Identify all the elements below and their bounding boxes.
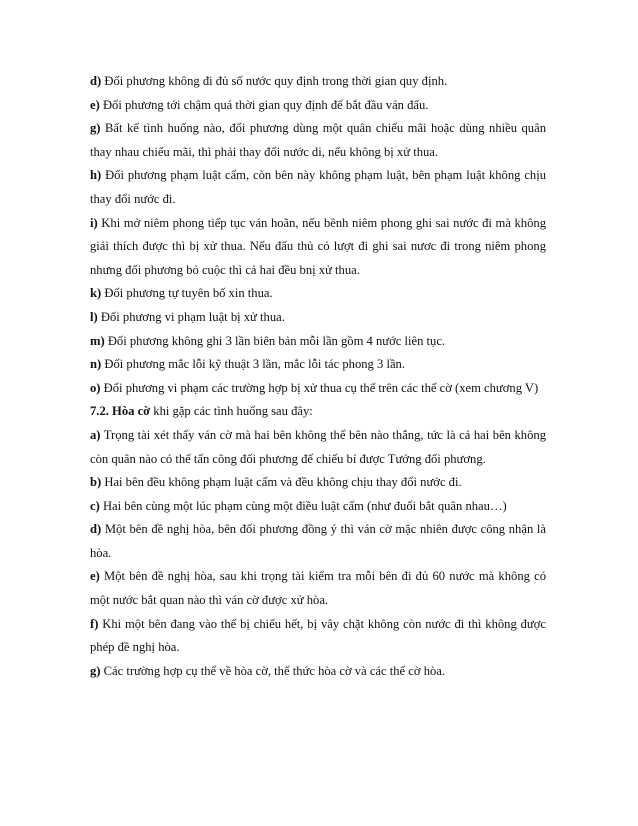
item-marker: d) bbox=[90, 522, 102, 537]
section-heading bbox=[90, 400, 546, 424]
item-marker: n) bbox=[90, 357, 102, 372]
item-marker: b) bbox=[90, 475, 102, 490]
item-marker: d) bbox=[90, 74, 102, 88]
item-marker: c) bbox=[90, 498, 100, 513]
item-text: Đối phương tự tuyên bố xin thua. bbox=[101, 286, 273, 301]
list-item bbox=[90, 306, 546, 330]
item-text: Đối phương tới chậm quá thời gian quy định để bắt đầu ván đấu. bbox=[99, 97, 429, 112]
list-item bbox=[90, 518, 546, 565]
item-text: Hai bên cùng một lúc phạm cùng một điều luật cấm (như đuổi bắt quân nhau…) bbox=[99, 498, 507, 513]
item-text: Đối phương không đi đủ số nước quy định trong thời gian quy định. bbox=[101, 74, 448, 88]
list-item bbox=[90, 282, 546, 306]
list-item bbox=[90, 164, 546, 211]
section-text: khi gặp các tình huống sau đây: bbox=[150, 404, 313, 419]
item-text: Một bên đề nghị hòa, bên đối phương đồng ý thì ván cờ mặc nhiên được công nhận là hòa. bbox=[90, 522, 546, 560]
list-item bbox=[90, 353, 546, 377]
list-item bbox=[90, 117, 546, 164]
list-item bbox=[90, 471, 546, 495]
item-marker: l) bbox=[90, 309, 98, 324]
item-text: Đối phương mắc lỗi kỹ thuật 3 lần, mắc lỗi tác phong 3 lần. bbox=[101, 357, 405, 372]
item-marker: f) bbox=[90, 616, 99, 631]
item-text: Một bên đề nghị hòa, sau khi trọng tài kiểm tra mỗi bên đi đủ 60 nước mà không có một nước bắt quan nào thì ván cờ được xử hòa. bbox=[90, 569, 546, 608]
item-marker: g) bbox=[90, 663, 101, 678]
list-item bbox=[90, 424, 546, 471]
list-item bbox=[90, 377, 546, 401]
item-marker: h) bbox=[90, 168, 102, 183]
item-marker: k) bbox=[90, 286, 102, 301]
item-marker: m) bbox=[90, 333, 105, 348]
list-item bbox=[90, 330, 546, 354]
item-text: Trọng tài xét thấy ván cờ mà hai bên không thể bên nào thắng, tức là cả hai bên không còn quân nào có thể tấn công đối phương để chiếu bí được Tướng đối phương. bbox=[90, 427, 546, 466]
item-text: Đối phương phạm luật cấm, còn bên này không phạm luật, bên phạm luật không chịu thay đổi nước đi. bbox=[90, 168, 546, 206]
list-item bbox=[90, 495, 546, 519]
item-marker: o) bbox=[90, 380, 101, 395]
list-item bbox=[90, 565, 546, 612]
item-text: Khi một bên đang vào thế bị chiếu hết, bị vây chặt không còn nước đi thì không được phép đề nghị hòa. bbox=[90, 616, 546, 655]
item-text: Đối phương không ghi 3 lần biên bản mỗi lần gồm 4 nước liên tục. bbox=[104, 333, 446, 348]
item-text: Đối phương vi phạm các trường hợp bị xử thua cụ thể trên các thế cờ (xem chương V) bbox=[100, 380, 539, 395]
list-item bbox=[90, 660, 546, 684]
item-text: Đối phương vi phạm luật bị xử thua. bbox=[97, 309, 285, 324]
item-marker: e) bbox=[90, 97, 100, 112]
item-text: Bất kể tình huống nào, đối phương dùng một quân chiếu mãi hoặc dùng nhiều quân thay nhau chiếu mãi, thì phải thay đổi nước di, nếu không bị xử thua. bbox=[90, 121, 546, 159]
item-text: Hai bên đều không phạm luật cấm và đều không chịu thay đổi nước đi. bbox=[101, 475, 462, 490]
item-text: Khi mở niêm phong tiếp tục ván hoãn, nếu bênh niêm phong ghi sai nước đi mà không giải thích được thì bị xử thua. Nếu đấu thủ có lượt đi ghi sai nươc đi trong niêm phong nhưng đối phương bỏ cuộc thì cả hai đều bnị xử thua. bbox=[90, 215, 546, 277]
item-marker: i) bbox=[90, 215, 98, 230]
list-item bbox=[90, 212, 546, 283]
list-item bbox=[90, 94, 546, 118]
list-item bbox=[90, 613, 546, 660]
document-page bbox=[90, 70, 546, 683]
list-item bbox=[90, 70, 546, 94]
item-marker: g) bbox=[90, 121, 101, 136]
item-text: Các trường hợp cụ thể về hòa cờ, thể thức hòa cờ và các thế cờ hòa. bbox=[100, 663, 446, 678]
item-marker: e) bbox=[90, 569, 100, 584]
section-number: 7.2. Hòa cờ bbox=[90, 404, 151, 419]
item-marker: a) bbox=[90, 427, 101, 442]
